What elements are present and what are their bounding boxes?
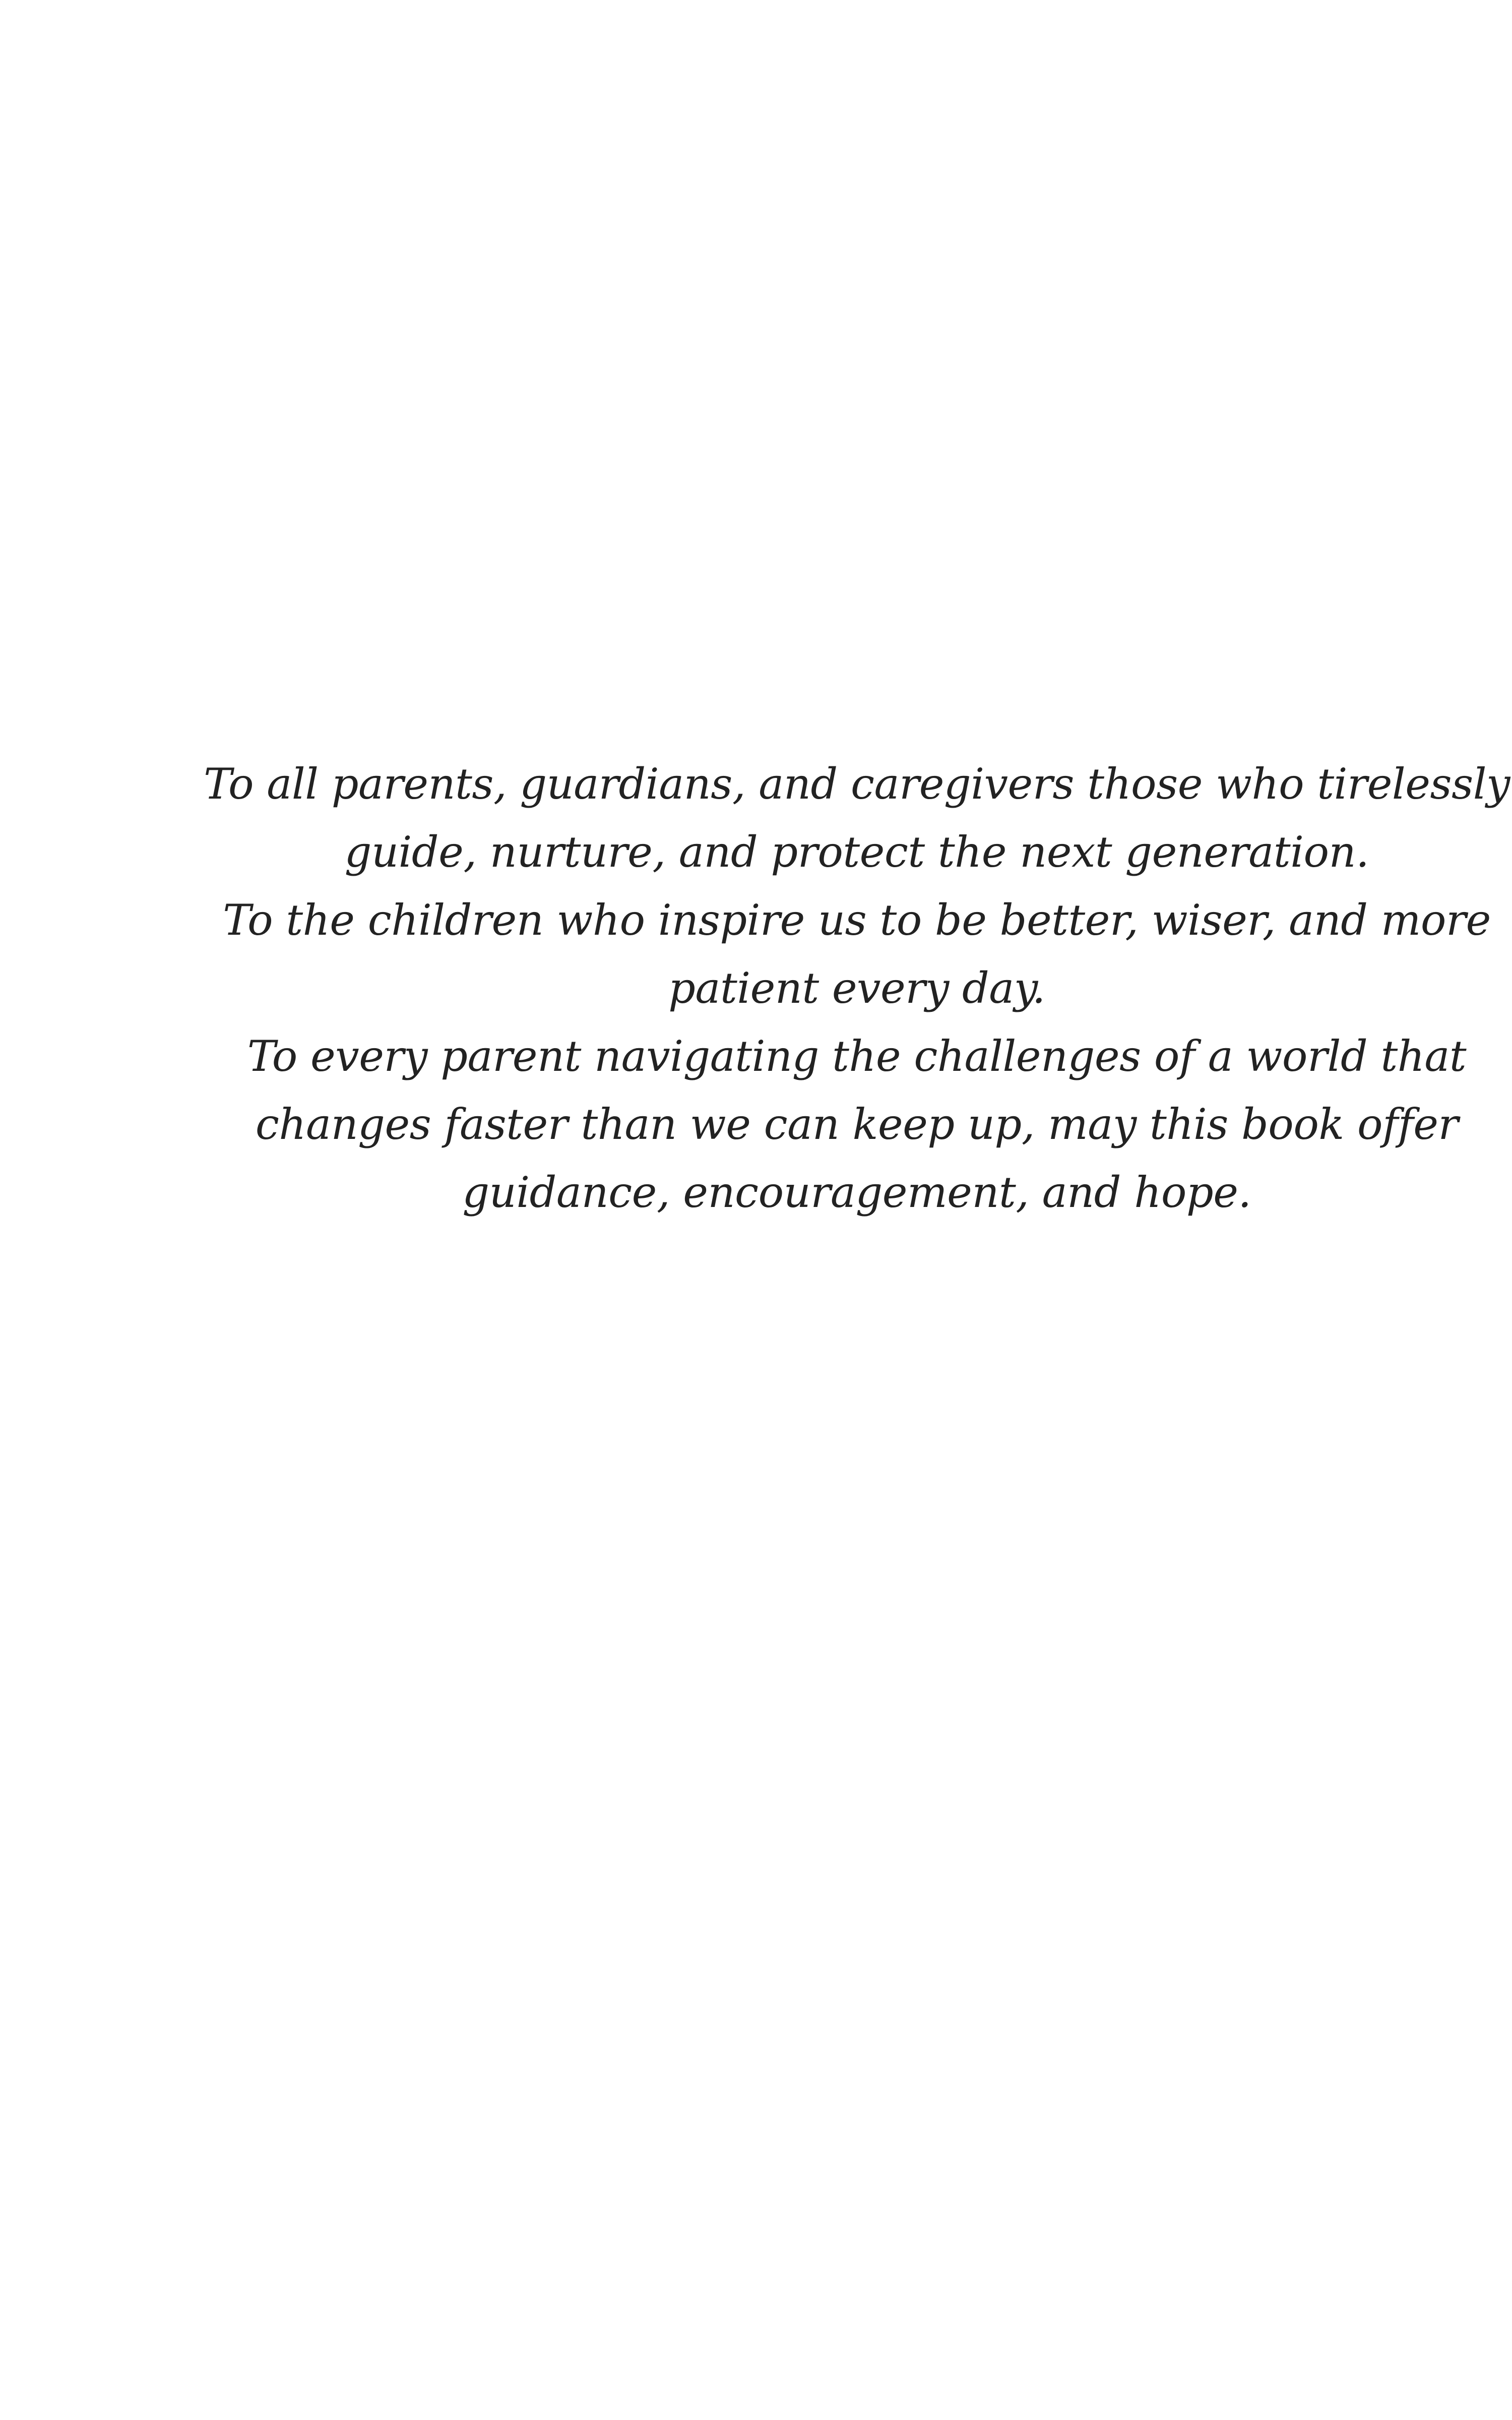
dedication-text [202,750,1512,1227]
dedication-paragraph-children: To the children who inspire us to be better, wiser, and more patient every day. [223,895,1491,1013]
dedication-paragraph-parents: To all parents, guardians, and caregivers those who tirelessly guide, nurture, and protect the next generation. [203,759,1510,877]
dedication-paragraph-every-parent: To every parent navigating the challenges of a world that changes faster than we can keep up, may this book offer guidance, encouragement, and hope. [247,1032,1467,1217]
